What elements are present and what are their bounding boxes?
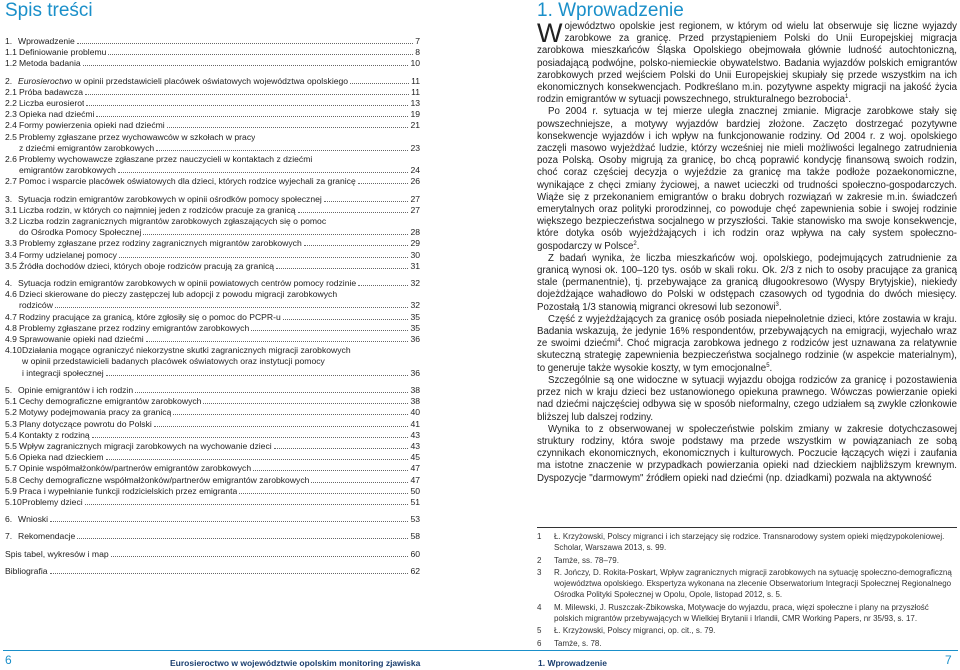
toc-page: 43 (410, 440, 420, 451)
toc-page: 47 (410, 474, 420, 485)
toc-number: 2.6 (5, 154, 17, 165)
toc-number: 4.9 (5, 334, 17, 345)
toc-entry[interactable] (5, 238, 420, 249)
toc-entry[interactable] (5, 98, 420, 109)
toc-leader (253, 464, 408, 471)
toc-number: 6. (5, 514, 13, 525)
page-number-right: 7 (945, 653, 952, 667)
toc-entry[interactable] (5, 109, 420, 120)
toc-title: Sytuacja rodzin emigrantów zarobkowych w opinii ośrodków pomocy społecznej (18, 193, 322, 204)
toc-title: Opinie współmałżonków/partnerów emigrantów zarobkowych (19, 463, 252, 474)
toc-number: 5.10 (5, 496, 22, 507)
paragraph-3: Z badań wynika, że liczba mieszkańców woj. opolskiego, podejmujących zatrudnienie za granicą wynosi ok. 100–120 tys. osób w skali roku. Ok. 2/3 z nich to osoby pracujące za granicą stale (permanentnie), tj. przebywające za granicą długookresowo (Wyspy Brytyjskie), niekiedy dojeżdżające wahadłowo do Polski w odstępach czasowych od tygodnia do dwóch miesięcy. Pozostałą 1/3 stanowią migranci okresowi lub sezonowi$^3$. (537, 252, 957, 313)
toc-number: 2.1 (5, 86, 17, 97)
toc-number: 5.4 (5, 429, 17, 440)
toc-number: 2.4 (5, 120, 17, 131)
toc-page: 35 (410, 311, 420, 322)
page-number-left: 6 (5, 653, 12, 667)
toc-title: Wprowadzenie (18, 36, 75, 46)
toc-page: 31 (410, 260, 420, 271)
toc-entry[interactable] (5, 132, 420, 154)
toc-title: Problemy dzieci (22, 496, 83, 507)
paragraph-4: Część z wyjeżdżających za granicę osób posiada niepełnoletnie dzieci, które zostawia w kraju. Badania wskazują, że jedynie 16% respondentów, przebywających na emigracji, wyjechało wraz ze swoimi dziećmi$^4$. Choć migracja zarobkowa jednego z rodziców jest uznawana za relatywnie skuteczną strategię zapewnienia bezpieczeństwa socjalnego rodzinie (w aspekcie materialnym), to generuje także wysokie koszty, w tym emocjonalne$^5$. (537, 313, 957, 374)
toc-page: 7 (415, 36, 420, 46)
toc-page: 62 (410, 565, 420, 576)
toc-page: 40 (410, 407, 420, 418)
toc-leader (106, 369, 409, 376)
toc-entry[interactable] (5, 452, 420, 463)
paragraph-1: Województwo opolskie jest regionem, w którym od wielu lat obserwuje się liczne wyjazdy zarobkowe za granicę. Przed przystąpieniem Polski do Unii Europejskiej migracja zarobkowa mieszkańców Śląska Opolskiego obejmowała głównie ludność autochtoniczną, posiadającą podwójne, polsko-niemieckie obywatelstwo. Badania wyjazdów polskich emigrantów zarobkowych przed wejściem Polski do Unii Europejskiej skupiały się przede wszystkim na ich ekonomicznych konsekwencjach. Podkreślano m.in. pozytywne aspekty migracji na jakość życia rodzin emigrantów w sytuacji powszechnego, strukturalnego bezrobocia$^1$. (537, 18, 957, 106)
toc-page: 60 (410, 548, 420, 559)
toc-page: 30 (410, 249, 420, 260)
chapter-heading: 1. Wprowadzenie (537, 0, 684, 21)
footnote (537, 639, 957, 650)
toc-page: 26 (410, 176, 420, 187)
footnote-number: 2 (537, 555, 542, 565)
toc-title: Formy powierzenia opieki nad dziećmi (19, 120, 165, 131)
toc-title: Formy udzielanej pomocy (19, 249, 117, 260)
toc-title: Bibliografia (5, 565, 48, 576)
toc-number: 1.2 (5, 58, 17, 69)
toc-title: Opinie emigrantów i ich rodzin (18, 384, 134, 395)
toc-entry[interactable] (5, 407, 420, 418)
toc-entry[interactable] (5, 419, 420, 430)
toc-number: 2.5 (5, 131, 17, 142)
toc-leader (298, 206, 409, 213)
toc-leader (251, 324, 408, 331)
toc-entry[interactable] (5, 323, 420, 334)
toc-title: Sytuacja rodzin emigrantów zarobkowych w opinii powiatowych centrów pomocy rodzinie (18, 278, 357, 289)
toc-number: 2. (5, 75, 13, 86)
toc-page: 51 (410, 496, 420, 507)
toc-leader (239, 487, 408, 494)
toc-leader (118, 166, 408, 173)
toc-title: w opinii przedstawicieli badanych placówek oświatowych oraz instytucji pomocy (22, 356, 325, 367)
toc-leader (50, 515, 408, 522)
toc-page: 10 (410, 58, 420, 69)
toc-title: Kontakty z rodziną (19, 429, 90, 440)
toc-leader (358, 279, 408, 286)
toc-leader (86, 99, 408, 106)
footnote-text: R. Jończy, D. Rokita-Poskart, Wpływ zagranicznych migracji zarobkowych na sytuację społeczno-demograficzną województwa opolskiego. Ekspertyza wykonana na zlecenie Obserwatorium Integracji Społecznej Regionalnego Ośrodka Polityki Społecznej w Opolu, Opole, listopad 2012, s. 5. (554, 568, 952, 599)
toc-entry[interactable] (5, 396, 420, 407)
toc-number: 5.5 (5, 440, 17, 451)
toc-entry[interactable] (5, 278, 420, 289)
paragraph-5: Szczególnie są one widoczne w sytuacji wyjazdu obojga rodziców za granicę i pozostawienia przez nich w kraju dzieci bez ustanowionego opiekuna prawnego. Wówczas powierzanie opieki nad dziećmi najczęściej odbywa się w sposób nieformalny, czego udziałem są zwykle członkowie bliższej lub dalszej rodziny. (537, 374, 957, 423)
toc-entry[interactable] (5, 176, 420, 187)
toc-entry[interactable] (5, 289, 420, 311)
toc-page: 27 (410, 204, 420, 215)
toc-entry[interactable] (5, 385, 420, 396)
toc-number: 2.2 (5, 98, 17, 109)
toc-title: Definiowanie problemu (19, 47, 107, 58)
toc-leader (143, 228, 408, 235)
toc-number: 4.7 (5, 311, 17, 322)
toc-leader (203, 397, 408, 404)
toc-leader (304, 239, 409, 246)
toc-number: 3.3 (5, 238, 17, 249)
toc-leader (135, 386, 408, 393)
toc-entry[interactable] (5, 120, 420, 131)
toc-entry[interactable] (5, 514, 420, 525)
toc-entry[interactable] (5, 216, 420, 238)
toc-leader (154, 420, 409, 427)
footnote-number: 3 (537, 568, 542, 578)
toc-number: 4.10 (5, 345, 22, 356)
toc-entry[interactable] (5, 475, 420, 486)
footnote-text: Tamże, ss. 78–79. (554, 555, 619, 565)
toc-title: Cechy demograficzne współmałżonków/partnerów emigrantów zarobkowych (19, 474, 310, 485)
paragraph-2: Po 2004 r. sytuacja w tej mierze uległa znacznej zmianie. Migracje zarobkowe stały się powszechniejsze, a motywy wyjazdów bardziej złożone. Zaczęto dostrzegać pozytywne konsekwencje wyjazdów i ich wpływ na funkcjonowanie rodziny. Od 2004 r. z woj. opolskiego zaczęli masowo wyjeżdżać ludzie, którzy wcześniej nie mieli możliwości legalnego zatrudnienia poza Polską. Osoby migrują za granicę, bo chcą poprawić kondycję finansową swoich rodzin, choć coraz częściej decyzja o wyjeździe za granicę ma także podłoże pozaekonomiczne, wynikające z chęci zmiany życiowej, a nawet ucieczki od trudności społeczno-gospodarczych. Wiąże się z przekonaniem emigrantów o braku dobrych rozwiązań w zakresie m.in. świadczeń emerytalnych oraz polityki prorodzinnej, co powoduje chęć zapewnienia sobie i swojej rodzinie większego bezpieczeństwa socjalnego w przyszłości. Takie stanowisko ma swoje konsekwencje, które dotyka osób wyjeżdżających i ich rodzin oraz wpływa na cały system społeczno-gospodarczy w Polsce$^2$. (537, 106, 957, 252)
toc-title: Opieka nad dzieckiem (19, 452, 104, 463)
footnote (537, 556, 957, 567)
toc-title: Spis tabel, wykresów i map (5, 548, 109, 559)
toc-number: 2.3 (5, 109, 17, 120)
toc-entry[interactable] (5, 531, 420, 542)
toc-page: 21 (410, 120, 420, 131)
toc-title: Działania mogące ograniczyć niekorzystne skutki zagranicznych migracji zarobkowych (22, 345, 351, 356)
toc-title: Wpływ zagranicznych migracji zarobkowych na wychowanie dzieci (19, 440, 272, 451)
footnote-text: Ł. Krzyżowski, Polscy migranci, op. cit., s. 79. (554, 626, 716, 636)
toc-title: Pomoc i wsparcie placówek oświatowych dla dzieci, których rodzice wyjechali za granicę (19, 176, 356, 187)
footer-rule-left (3, 650, 480, 651)
toc-page: 11 (411, 75, 420, 86)
toc-number: 3.4 (5, 249, 17, 260)
toc-entry[interactable] (5, 566, 420, 577)
toc-entry[interactable] (5, 334, 420, 345)
toc-page: 23 (410, 142, 420, 153)
toc-page: 8 (415, 47, 420, 58)
toc-page: 11 (411, 86, 420, 97)
toc-page: 13 (410, 98, 420, 109)
toc-number: 7. (5, 531, 13, 542)
toc-title: z dziećmi emigrantów zarobkowych (19, 142, 155, 153)
footnote-text: Tamże, s. 78. (554, 639, 602, 649)
toc-entry[interactable] (5, 250, 420, 261)
toc-leader (108, 48, 413, 55)
toc-leader (96, 110, 408, 117)
toc-number: 2.7 (5, 176, 17, 187)
toc-entry[interactable] (5, 36, 420, 47)
footnotes (537, 527, 957, 652)
toc-page: 32 (410, 278, 420, 289)
paragraph-6: Wynika to z obserwowanej w społeczeństwie polskim zmiany w zakresie dotychczasowej struktury rodziny, która swoje podstawy ma przede wszystkim w powiązaniach ze sobą czynnikach ekonomicznych, ekonomicznych i kulturowych. Poczucie łączących więzi i zaufania ma istotne znaczenie w przypadkach powierzania opieki nad dzieckiem najbliższym krewnym. Dyspozycje "darmowym" źródłem opieki nad dziećmi (np. dziadkami) pozwala na aktywność (537, 423, 957, 484)
footnote (537, 532, 957, 554)
toc-number: 5.8 (5, 474, 17, 485)
toc-leader (77, 532, 408, 539)
toc-leader (50, 567, 409, 574)
toc-title: Plany dotyczące powrotu do Polski (19, 418, 152, 429)
toc-number: 3.5 (5, 260, 17, 271)
toc-leader (106, 453, 409, 460)
toc-number: 5.3 (5, 418, 17, 429)
toc-entry[interactable] (5, 430, 420, 441)
toc-leader (77, 37, 413, 44)
footnote (537, 626, 957, 637)
chapter-body (537, 18, 957, 485)
footnote (537, 603, 957, 625)
toc-title: Rekomendacje (18, 531, 76, 542)
toc-title: Opieka nad dziećmi (19, 109, 95, 120)
toc-entry[interactable] (5, 194, 420, 205)
toc-title: Liczba rodzin, w których co najmniej jeden z rodziców pracuje za granicą (19, 204, 296, 215)
toc-leader (55, 301, 409, 308)
toc-entry[interactable] (5, 497, 420, 508)
toc-number: 5.7 (5, 463, 17, 474)
toc-number: 5.2 (5, 407, 17, 418)
footer-title-left: Eurosieroctwo w województwie opolskim monitoring zjawiska (170, 658, 421, 668)
toc-leader (276, 262, 408, 269)
footer-rule-right (480, 650, 958, 651)
toc-page: 29 (410, 238, 420, 249)
toc-title: Problemy zgłaszane przez rodziny zagranicznych migrantów zarobkowych (19, 238, 302, 249)
toc-leader (358, 177, 409, 184)
toc-title: Liczba eurosierot (19, 98, 85, 109)
toc-title: Problemy wychowawcze zgłaszane przez nauczycieli w kontaktach z dziećmi (19, 154, 313, 165)
toc-page: 19 (410, 109, 420, 120)
toc-leader (324, 195, 409, 202)
footnote-text: M. Milewski, J. Ruszczak-Żbikowska, Motywacje do wyjazdu, praca, więzi społeczne i plany na przyszłość polskich migrantów przebywających w Wielkiej Brytanii i Irlandii, CMR Working Papers, nr 35/93, s. 17. (554, 602, 929, 623)
toc-page: 38 (410, 396, 420, 407)
footnote-number: 5 (537, 626, 542, 636)
footnote-number: 6 (537, 639, 542, 649)
toc-leader (274, 442, 409, 449)
toc-title: Wnioski (18, 514, 49, 525)
toc-title: Liczba rodzin zagranicznych migrantów zarobkowych zgłaszających się o pomoc (19, 216, 327, 227)
toc-page: 43 (410, 429, 420, 440)
toc-page: 24 (410, 165, 420, 176)
footnote (537, 568, 957, 600)
toc-entry[interactable] (5, 463, 420, 474)
toc-entry[interactable] (5, 312, 420, 323)
toc-entry[interactable] (5, 205, 420, 216)
toc-entry[interactable] (5, 58, 420, 69)
toc-title: Cechy demograficzne emigrantów zarobkowych (19, 396, 202, 407)
toc-title: Źródła dochodów dzieci, których oboje rodziców pracują za granicą (19, 260, 275, 271)
toc-page: 32 (410, 300, 420, 311)
toc-title: i integracji społecznej (22, 367, 104, 378)
toc-leader (85, 498, 409, 505)
toc-title: Praca i wypełnianie funkcji rodzicielskich przez emigranta (19, 485, 238, 496)
toc-number: 5.6 (5, 452, 17, 463)
dropcap: W (537, 18, 563, 48)
toc-title: Problemy zgłaszane przez rodziny emigrantów zarobkowych (19, 322, 250, 333)
toc-page: 47 (410, 463, 420, 474)
toc-page: 36 (410, 367, 420, 378)
toc-page: 28 (410, 227, 420, 238)
toc-entry[interactable] (5, 261, 420, 272)
toc-heading: Spis treści (5, 0, 93, 21)
toc-leader (173, 408, 408, 415)
toc-leader (92, 431, 409, 438)
table-of-contents (5, 36, 420, 577)
toc-entry[interactable] (5, 549, 420, 560)
toc-number: 1.1 (5, 47, 17, 58)
toc-page: 36 (410, 334, 420, 345)
toc-title: Rodziny pracujące za granicą, które zgłosiły się o pomoc do PCPR-u (19, 311, 281, 322)
toc-page: 50 (410, 485, 420, 496)
toc-leader (85, 88, 409, 95)
toc-title: Metoda badania (19, 58, 81, 69)
toc-number: 3.2 (5, 216, 17, 227)
toc-page: 45 (410, 452, 420, 463)
toc-title: do Ośrodka Pomocy Społecznej (19, 227, 142, 238)
toc-number: 4.6 (5, 289, 17, 300)
toc-title: Problemy zgłaszane przez wychowawców w szkołach w pracy (19, 131, 256, 142)
toc-title: Sprawowanie opieki nad dziećmi (19, 334, 144, 345)
toc-entry[interactable] (5, 87, 420, 98)
toc-leader (156, 144, 408, 151)
toc-number: 3. (5, 193, 13, 204)
toc-number: 5.9 (5, 485, 17, 496)
toc-title: Eurosieroctwo w opinii przedstawicieli placówek oświatowych województwa opolskiego (18, 75, 349, 86)
toc-leader (167, 121, 409, 128)
toc-number: 1. (5, 36, 13, 46)
toc-page: 53 (410, 514, 420, 525)
toc-page: 35 (410, 322, 420, 333)
toc-entry[interactable] (5, 47, 420, 58)
toc-leader (146, 335, 409, 342)
toc-leader (283, 313, 409, 320)
footnote-text: Ł. Krzyżowski, Polscy migranci i ich starzejący się rodzice. Transnarodowy system opieki międzypokoleniowej. Scholar, Warszawa 2013, s. 99. (554, 532, 945, 552)
toc-leader (83, 59, 409, 66)
toc-title: Motywy podejmowania pracy za granicą (19, 407, 172, 418)
toc-number: 4.8 (5, 322, 17, 333)
toc-entry[interactable] (5, 486, 420, 497)
toc-leader (350, 77, 409, 84)
toc-entry[interactable] (5, 441, 420, 452)
toc-page: 58 (410, 531, 420, 542)
toc-title: Próba badawcza (19, 86, 84, 97)
toc-number: 4. (5, 278, 13, 289)
footnote-number: 4 (537, 602, 542, 612)
toc-leader (111, 550, 409, 557)
toc-number: 5. (5, 384, 13, 395)
footer-title-right: 1. Wprowadzenie (538, 658, 607, 668)
toc-title: rodziców (19, 300, 53, 311)
toc-entry[interactable] (5, 154, 420, 176)
toc-page: 38 (410, 384, 420, 395)
toc-page: 41 (410, 418, 420, 429)
toc-entry[interactable] (5, 76, 420, 87)
toc-number: 5.1 (5, 396, 17, 407)
toc-number: 3.1 (5, 204, 17, 215)
toc-title: emigrantów zarobkowych (19, 165, 116, 176)
toc-entry[interactable] (5, 345, 420, 379)
toc-leader (311, 476, 408, 483)
footnote-number: 1 (537, 532, 542, 541)
toc-page: 27 (410, 193, 420, 204)
toc-title: Dzieci skierowane do pieczy zastępczej lub adopcji z powodu migracji zarobkowych (19, 289, 338, 300)
toc-leader (119, 251, 409, 258)
